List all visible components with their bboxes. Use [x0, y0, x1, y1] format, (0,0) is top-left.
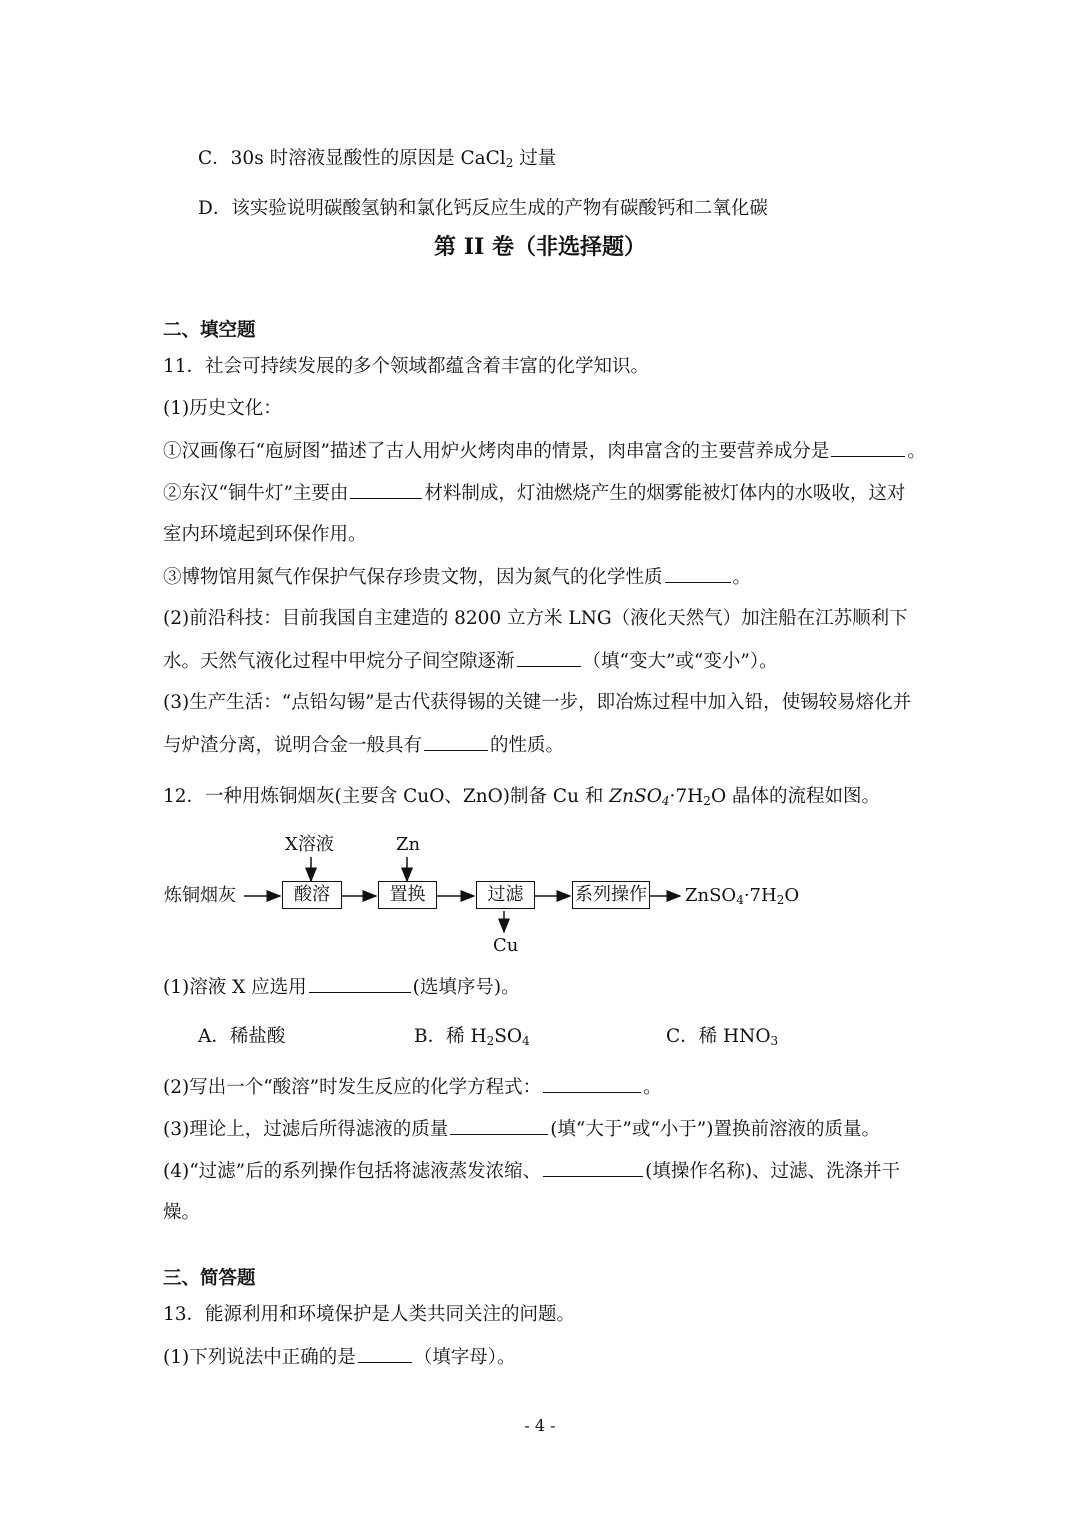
q11-part1b-cont: 室内环境起到环保作用。 [163, 524, 367, 545]
q12-part4-cont: 燥。 [163, 1202, 201, 1223]
q12-option-a: A．稀盐酸 [198, 1026, 286, 1047]
flow-start-material: 炼铜烟灰 [164, 885, 236, 906]
q11-stem: 11．社会可持续发展的多个领域都蕴含着丰富的化学知识。 [163, 356, 650, 377]
q12-part4: (4)“过滤”后的系列操作包括将滤液蒸发浓缩、 (填操作名称)、过滤、洗涤并干 [163, 1158, 900, 1185]
answer-blank[interactable] [543, 1074, 641, 1093]
flow-step-series-ops: 系列操作 [572, 881, 650, 909]
q13-stem: 13．能源利用和环境保护是人类共同关注的问题。 [163, 1304, 576, 1325]
option-c: C．30s 时溶液显酸性的原因是 CaCl$_2$ 过量 [198, 148, 557, 170]
answer-blank[interactable] [450, 1116, 548, 1135]
flow-reagent-zn: Zn [396, 834, 421, 855]
section-heading-fill-blank: 二、填空题 [163, 320, 256, 341]
q13-part1: (1)下列说法中正确的是 （填字母）。 [163, 1344, 515, 1371]
answer-blank[interactable] [358, 1344, 412, 1363]
q12-part1: (1)溶液 X 应选用 (选填序号)。 [163, 974, 520, 1001]
option-d: D．该实验说明碳酸氢钠和氯化钙反应生成的产物有碳酸钙和二氧化碳 [198, 198, 768, 219]
q11-part2-line1: (2)前沿科技：目前我国自主建造的 8200 立方米 LNG（液化天然气）加注船在江苏顺利下 [163, 608, 908, 629]
q11-part1b: ②东汉“铜牛灯”主要由 材料制成，灯油燃烧产生的烟雾能被灯体内的水吸收，这对 [163, 480, 905, 507]
q11-part1a: ①汉画像石“庖厨图”描述了古人用炉火烤肉串的情景，肉串富含的主要营养成分是 。 [163, 438, 926, 465]
q12-part3: (3)理论上，过滤后所得滤液的质量 (填“大于”或“小于”)置换前溶液的质量。 [163, 1116, 880, 1143]
flow-step-acid-dissolve: 酸溶 [282, 881, 342, 909]
q12-stem: 12．一种用炼铜烟灰(主要含 CuO、ZnO)制备 Cu 和 $ZnSO_4\cdot 7H_2O$ 晶体的流程如图。 [163, 786, 880, 808]
q12-option-c: C．稀 $HNO_3$ [666, 1026, 779, 1048]
flow-step-displace: 置换 [378, 881, 437, 909]
q11-part1c: ③博物馆用氮气作保护气保存珍贵文物，因为氮气的化学性质 。 [163, 564, 751, 591]
q11-part3-line2: 与炉渣分离，说明合金一般具有 的性质。 [163, 732, 564, 759]
flow-product: $ZnSO_4\cdot 7H_2O$ [685, 885, 800, 907]
flow-reagent-x: X溶液 [285, 834, 334, 855]
answer-blank[interactable] [543, 1158, 643, 1177]
flow-step-filter: 过滤 [476, 881, 535, 909]
q11-part1: (1)历史文化： [163, 398, 282, 419]
q11-part3-line1: (3)生产生活：“点铅勾锡”是古代获得锡的关键一步，即冶炼过程中加入铅，使锡较易熔化并 [163, 692, 912, 713]
answer-blank[interactable] [309, 974, 411, 993]
q11-part2-line2: 水。天然气液化过程中甲烷分子间空隙逐渐 （填“变大”或“变小”）。 [163, 648, 778, 675]
section-title: 第 II 卷（非选择题） [434, 234, 646, 260]
section-heading-short-answer: 三、简答题 [163, 1268, 256, 1289]
q12-option-b: B．稀 $H_2SO_4$ [414, 1026, 530, 1048]
page-number: - 4 - [524, 1416, 556, 1435]
flow-byproduct-cu: Cu [493, 935, 519, 956]
q12-part2: (2)写出一个“酸溶”时发生反应的化学方程式： 。 [163, 1074, 662, 1101]
